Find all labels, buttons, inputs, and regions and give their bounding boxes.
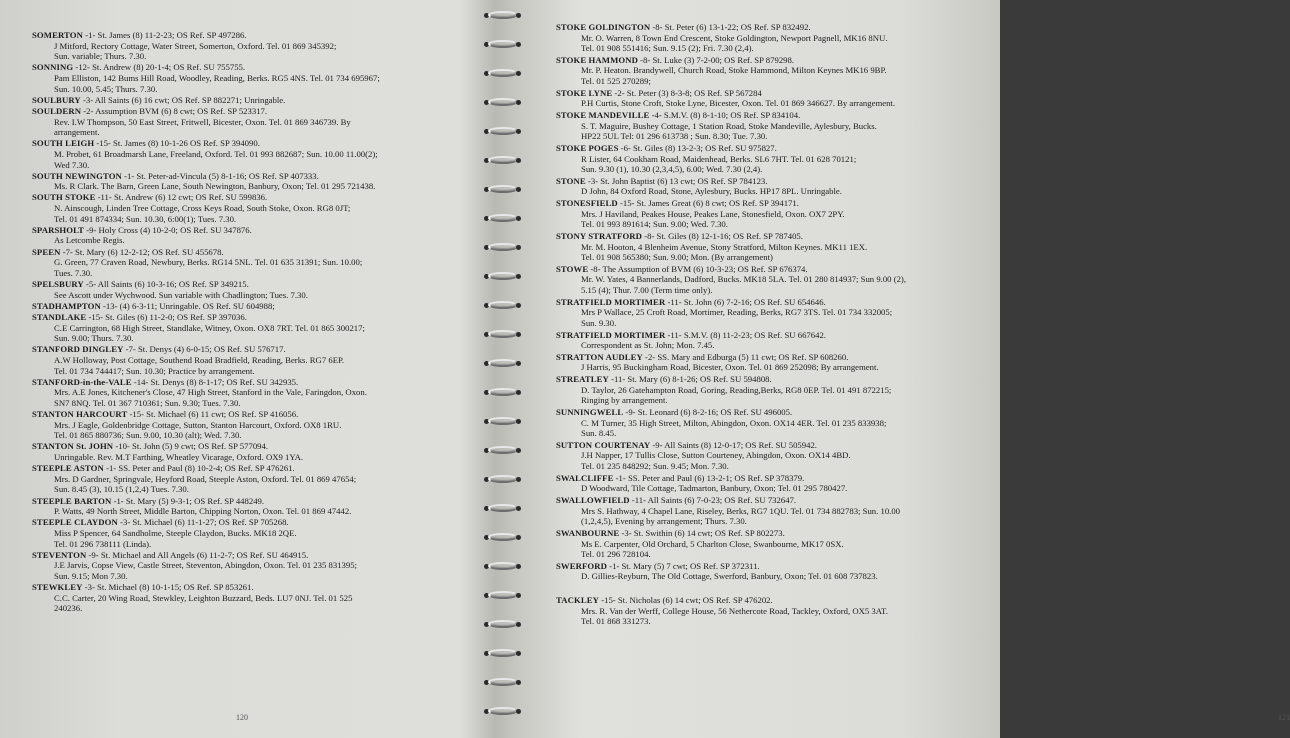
entry-heading	[556, 561, 996, 572]
entry-detail-line: Sun. variable; Thurs. 7.30.	[54, 51, 147, 62]
tower-info: -13- (4) 6-3-11; Unringable. OS Ref. SU 604988;	[103, 300, 275, 311]
entry-heading	[556, 407, 996, 418]
ring-wire	[488, 388, 518, 396]
entry-heading	[32, 138, 482, 149]
entry-detail-line: Tel. 01 525 270289;	[581, 76, 651, 87]
tower-name: SWALCLIFFE	[556, 472, 614, 483]
directory-entry	[556, 561, 996, 582]
entry-detail-line: Pam Elliston, 142 Bums Hill Road, Woodley, Reading, Berks. RG5 4NS. Tel. 01 734 695967;	[54, 72, 380, 83]
entry-detail-line: D. Taylor, 26 Gatehampton Road, Goring, Reading,Berks, RG8 0EP. Tel. 01 491 872215;	[581, 384, 892, 395]
entry-detail-line: P.H Curtis, Stone Croft, Stoke Lyne, Bicester, Oxon. Tel. 01 869 346627. By arrangement.	[581, 98, 896, 109]
ring-wire	[488, 272, 518, 280]
tower-info: -5- All Saints (6) 10-3-16; OS Ref. SP 349215.	[85, 279, 249, 289]
directory-entry	[32, 30, 482, 62]
entry-detail-line: Sun. 9.00; Thurs. 7.30.	[54, 333, 134, 344]
tower-info: -1- St. Peter-ad-Vincula (5) 8-1-16; OS Ref. SP 407333.	[124, 170, 319, 181]
entry-heading	[32, 301, 482, 312]
entry-heading	[556, 595, 996, 606]
tower-name: STOKE GOLDINGTON	[556, 22, 651, 32]
entry-detail-line: A.W Holloway, Post Cottage, Southend Road Bradfield, Reading, Berks. RG7 6EP.	[54, 354, 345, 365]
tower-info: -7- St. Mary (6) 12-2-12; OS Ref. SU 455678.	[62, 246, 224, 257]
entry-detail-line: Unringable. Rev. M.T Farthing, Wheatley Vicarage, Oxford. OX9 1YA.	[54, 452, 304, 463]
entry-heading	[32, 377, 482, 388]
tower-name: STONE	[556, 175, 586, 186]
spiral-ring	[482, 675, 522, 689]
entry-heading	[556, 110, 996, 121]
entry-detail-line: Correspondent as St. John; Mon. 7.45.	[581, 340, 715, 351]
directory-entry	[32, 550, 482, 582]
spiral-binding	[482, 0, 522, 738]
entry-detail-line: (1,2,4,5), Evening by arrangement; Thurs. 7.30.	[581, 516, 747, 527]
ring-wire	[488, 40, 518, 48]
tower-name: TACKLEY	[556, 594, 600, 605]
entry-detail-line: Tel. 01 865 880736; Sun. 9.00, 10.30 (alt); Wed. 7.30.	[54, 430, 242, 441]
ring-wire	[488, 69, 518, 77]
directory-entry	[556, 22, 996, 54]
tower-name: SOUTH LEIGH	[32, 138, 95, 149]
ring-wire	[488, 214, 518, 222]
entry-detail-line: C.C. Carter, 20 Wing Road, Stewkley, Leighton Buzzard, Beds. LU7 0NJ. Tel. 01 525	[54, 592, 353, 603]
tower-name: SPARSHOLT	[32, 224, 85, 235]
tower-name: SUTTON COURTENAY	[556, 439, 651, 450]
tower-info: -9- St. Michael and All Angels (6) 11-2-7; OS Ref. SU 464915.	[88, 549, 309, 560]
tower-info: -8- St. Luke (3) 7-2-00; OS Ref. SP 879298.	[640, 54, 795, 65]
entry-detail-line: M. Probet, 61 Broadmarsh Lane, Freeland, Oxford. Tel. 01 993 882687; Sun. 10.00 11.00(2);	[54, 148, 378, 159]
directory-entry	[32, 192, 482, 224]
entry-detail-line: Tel. 01 235 848292; Sun. 9.45; Mon. 7.30.	[581, 461, 729, 472]
entry-detail-line: Mrs. R. Van der Werff, College House, 56 Nethercote Road, Tackley, Oxford, OX5 3AT.	[581, 605, 888, 616]
entry-detail-line: C. M Turner, 35 High Street, Milton, Abingdon, Oxon. OX14 4ER. Tel. 01 235 833938;	[581, 417, 887, 428]
spiral-ring	[482, 472, 522, 486]
spiral-ring	[482, 211, 522, 225]
spiral-ring	[482, 37, 522, 51]
entry-detail-line: Sun. 9.30.	[581, 317, 617, 328]
tower-info: -11- St. Andrew (6) 12 cwt; OS Ref. SU 599836.	[97, 192, 268, 203]
entry-detail-line: 5.15 (4); Thur. 7.00 (Term time only).	[581, 285, 713, 295]
spiral-ring	[482, 153, 522, 167]
ring-wire	[488, 591, 518, 599]
page-number-right: 121	[1278, 713, 1290, 722]
entry-detail-line: SN7 8NQ. Tel. 01 367 710361; Sun. 9.30; Tues. 7.30.	[54, 397, 241, 408]
ring-wire	[488, 475, 518, 483]
entry-heading	[556, 440, 996, 451]
spiral-ring	[482, 559, 522, 573]
spiral-ring	[482, 646, 522, 660]
tower-info: -1- SS. Peter and Paul (8) 10-2-4; OS Ref. SP 476261.	[106, 463, 295, 474]
entry-detail-line: Tues. 7.30.	[54, 267, 93, 278]
entry-detail-line: Tel. 01 296 738111 (Linda).	[54, 538, 152, 549]
entry-detail-line: S. T. Maguire, Bushey Cottage, 1 Station Road, Stoke Mandeville, Aylesbury, Bucks.	[581, 120, 877, 131]
entry-heading	[32, 312, 482, 323]
entry-detail-line: 240236.	[54, 603, 83, 614]
directory-entry	[556, 528, 996, 560]
tower-info: -4- S.M.V. (8) 8-1-10; OS Ref. SP 834104.	[651, 110, 801, 121]
tower-name: SUNNINGWELL	[556, 407, 624, 417]
entry-detail-line: D Woodward, Tile Cottage, Tadmarton, Banbury, Oxon; Tel. 01 295 780427.	[581, 483, 848, 494]
left-page	[0, 0, 490, 738]
directory-entry	[32, 377, 482, 409]
entry-detail-line: Tel. 01 491 874334; Sun. 10.30, 6:00(1); Tues. 7.30.	[54, 213, 237, 224]
entry-detail-line: Sun. 8.45 (3), 10.15 (1,2,4) Tues. 7.30.	[54, 484, 189, 495]
tower-name: STRATFIELD MORTIMER	[556, 329, 666, 340]
ring-wire	[488, 707, 518, 715]
entry-detail-line: See Ascott under Wychwood. Sun variable with Chadlington; Tues. 7.30.	[54, 289, 308, 300]
entry-detail-line: Ringing by arrangement.	[581, 395, 668, 406]
entry-heading	[32, 517, 482, 528]
entry-detail-line: J.E Jarvis, Copse View, Castle Street, Steventon, Abingdon, Oxon. Tel. 01 235 831395;	[54, 560, 357, 571]
tower-name: STRATTON AUDLEY	[556, 351, 643, 362]
directory-entry	[32, 171, 482, 192]
ring-wire	[488, 243, 518, 251]
tower-info: -8- St. Peter (6) 13-1-22; OS Ref. SP 832492.	[652, 22, 811, 32]
entry-heading	[32, 171, 482, 182]
left-entry-list	[32, 30, 482, 614]
directory-entry	[32, 312, 482, 344]
tower-info: -9- All Saints (8) 12-0-17; OS Ref. SU 505942.	[652, 439, 817, 450]
spiral-ring	[482, 414, 522, 428]
directory-entry	[32, 106, 482, 138]
entry-heading	[32, 409, 482, 420]
directory-entry	[32, 225, 482, 246]
spiral-ring	[482, 327, 522, 341]
entry-heading	[556, 264, 996, 275]
entry-detail-line: Mr. M. Hooton, 4 Blenheim Avenue, Stony Stratford, Milton Keynes. MK11 1EX.	[581, 241, 868, 252]
entry-detail-line: Ms. R Clark. The Barn, Green Lane, South Newington, Banbury, Oxon; Tel. 01 295 721438.	[54, 181, 376, 192]
spiral-ring	[482, 269, 522, 283]
directory-entry	[556, 55, 996, 87]
directory-entry	[556, 88, 996, 109]
ring-wire	[488, 649, 518, 657]
tower-name: STEEPLE CLAYDON	[32, 517, 118, 528]
entry-heading	[556, 55, 996, 66]
entry-heading	[556, 528, 996, 539]
entry-detail-line: J.H Napper, 17 Tullis Close, Sutton Courteney, Abingdon, Oxon. OX14 4BD.	[581, 450, 851, 461]
ring-wire	[488, 98, 518, 106]
tower-name: SWANBOURNE	[556, 527, 620, 538]
ring-wire	[488, 533, 518, 541]
directory-entry	[32, 441, 482, 462]
tower-name: STANFORD DINGLEY	[32, 344, 124, 355]
tower-name: STOWE	[556, 263, 589, 274]
tower-info: -1- St. Mary (5) 7 cwt; OS Ref. SP 372311.	[609, 560, 760, 571]
page-number-left: 120	[236, 713, 248, 722]
ring-wire	[488, 185, 518, 193]
ring-wire	[488, 446, 518, 454]
directory-entry	[556, 407, 996, 439]
tower-info: -10- St. John (5) 9 cwt; OS Ref. SP 577094.	[115, 441, 269, 452]
tower-info: -12- St. Andrew (8) 20-1-4; OS Ref. SU 755755.	[75, 62, 246, 73]
directory-entry	[32, 409, 482, 441]
entry-heading	[556, 330, 996, 341]
entry-heading	[556, 231, 996, 242]
spiral-ring	[482, 8, 522, 22]
spiral-ring	[482, 66, 522, 80]
tower-name: SWERFORD	[556, 560, 607, 571]
tower-name: SOUTH NEWINGTON	[32, 170, 122, 181]
entry-detail-line: Sun. 9.30 (1), 10.30 (2,3,4,5), 6.00; Wed. 7.30 (2,4).	[581, 164, 763, 175]
entry-heading	[32, 225, 482, 236]
entry-detail-line: C.E Carrington, 68 High Street, Standlake, Witney, Oxon. OX8 7RT. Tel. 01 865 300217;	[54, 322, 365, 333]
tower-name: STEWKLEY	[32, 582, 83, 593]
directory-entry	[556, 352, 996, 373]
entry-detail-line: Tel. 01 296 728104.	[581, 549, 651, 560]
entry-detail-line: Mr. O. Warren, 8 Town End Crescent, Stoke Goldington, Newport Pagnell, MK16 8NU.	[581, 32, 888, 43]
entry-detail-line: Sun. 9.15; Mon 7.30.	[54, 570, 128, 581]
entry-heading	[32, 95, 482, 106]
tower-name: STOKE MANDEVILLE	[556, 110, 650, 121]
spiral-ring	[482, 240, 522, 254]
entry-heading	[556, 176, 996, 187]
entry-heading	[32, 279, 482, 290]
entry-detail-line: Tel. 01 908 551416; Sun. 9.15 (2); Fri. 7.30 (2,4).	[581, 43, 754, 54]
entry-detail-line: Tel. 01 734 744417; Sun. 10.30; Practice by arrangement.	[54, 365, 255, 376]
directory-entry	[556, 473, 996, 494]
tower-info: -11- St. Mary (6) 8-1-26; OS Ref. SU 594808.	[611, 374, 772, 385]
directory-entry	[32, 582, 482, 614]
tower-info: -1- St. James (8) 11-2-23; OS Ref. SP 497286.	[85, 30, 247, 40]
tower-name: STEEPLE ASTON	[32, 463, 104, 474]
entry-heading	[32, 441, 482, 452]
spiral-ring	[482, 704, 522, 718]
directory-entry	[556, 374, 996, 406]
directory-entry	[32, 247, 482, 279]
tower-name: STANDLAKE	[32, 311, 87, 322]
entry-detail-line: Wed 7.30.	[54, 159, 90, 170]
spiral-ring	[482, 617, 522, 631]
tower-name: SOMERTON	[32, 30, 84, 40]
entry-heading	[556, 198, 996, 209]
spiral-ring	[482, 95, 522, 109]
tower-info: -6- St. Giles (8) 13-2-3; OS Ref. SU 975827.	[620, 142, 777, 153]
tower-info: -15- St. Giles (6) 11-2-0; OS Ref. SP 397036.	[88, 311, 247, 322]
directory-entry	[556, 297, 996, 329]
entry-heading	[32, 192, 482, 203]
tower-info: -2- SS. Mary and Edburga (5) 11 cwt; OS Ref. SP 608260.	[645, 351, 849, 362]
tower-info: -7- St. Denys (4) 6-0-15; OS Ref. SU 576717.	[125, 344, 286, 355]
entry-detail-line: Mrs P Wallace, 25 Croft Road, Mortimer, Reading, Berks, RG7 3TS. Tel. 01 734 332005;	[581, 307, 893, 318]
directory-entry	[32, 301, 482, 312]
directory-entry	[32, 279, 482, 300]
tower-info: -3- St. Swithin (6) 14 cwt; OS Ref. SP 802273.	[621, 527, 785, 538]
entry-detail-line: Mrs S. Hathway, 4 Chapel Lane, Riseley, Berks, RG7 1QU. Tel. 01 734 882783; Sun. 10.00	[581, 505, 901, 516]
entry-heading	[32, 62, 482, 73]
entry-heading	[32, 344, 482, 355]
ring-wire	[488, 417, 518, 425]
entry-heading	[32, 106, 482, 117]
ring-wire	[488, 127, 518, 135]
ring-wire	[488, 678, 518, 686]
tower-info: -11- St. John (6) 7-2-16; OS Ref. SU 654646.	[667, 296, 826, 307]
entry-detail-line: Mrs. J Haviland, Peakes House, Peakes Lane, Stonesfield, Oxon. OX7 2PY.	[581, 208, 845, 219]
tower-info: -1- St. Mary (5) 9-3-1; OS Ref. SP 448249.	[113, 495, 265, 506]
tower-name: SWALLOWFIELD	[556, 495, 630, 506]
entry-heading	[32, 247, 482, 258]
directory-entry	[556, 198, 996, 230]
tower-name: STREATLEY	[556, 374, 609, 385]
entry-heading	[556, 352, 996, 363]
spiral-ring	[482, 501, 522, 515]
ring-wire	[488, 359, 518, 367]
entry-detail-line: Tel. 01 993 891614; Sun. 9.00; Wed. 7.30.	[581, 219, 728, 230]
directory-entry	[556, 231, 996, 263]
entry-heading	[32, 582, 482, 593]
entry-detail-line: J Harris, 95 Buckingham Road, Bicester, Oxon. Tel. 01 869 252098; By arrangement.	[581, 362, 879, 373]
spiral-ring	[482, 356, 522, 370]
tower-name: STANTON HARCOURT	[32, 409, 128, 420]
tower-name: STONY STRATFORD	[556, 230, 643, 241]
tower-info: -3- St. John Baptist (6) 13 cwt; OS Ref. SP 784123.	[587, 175, 768, 186]
ring-wire	[488, 11, 518, 19]
directory-entry	[32, 496, 482, 517]
entry-heading	[32, 496, 482, 507]
spiral-ring	[482, 182, 522, 196]
ring-wire	[488, 504, 518, 512]
tower-name: SPELSBURY	[32, 279, 84, 289]
entry-detail-line: G. Green, 77 Craven Road, Newbury, Berks. RG14 5NL. Tel. 01 635 31391; Sun. 10.00;	[54, 257, 363, 268]
entry-heading	[556, 22, 996, 33]
directory-entry	[556, 495, 996, 527]
tower-info: -3- St. Michael (8) 10-1-15; OS Ref. SP 853261.	[84, 582, 254, 593]
tower-info: -15- St. Nicholas (6) 14 cwt; OS Ref. SP 476202.	[601, 594, 773, 605]
tower-name: SOULDERN	[32, 105, 82, 116]
entry-detail-line: Mrs. A.E Jones, Kitchener's Close, 47 High Street, Stanford in the Vale, Faringdon, Oxon.	[54, 387, 367, 398]
tower-name: STEEPLE BARTON	[32, 495, 112, 506]
tower-info: -15- St. James (8) 10-1-26 OS Ref. SP 394090.	[96, 138, 260, 149]
entry-detail-line: Sun. 8.45.	[581, 428, 617, 439]
entry-detail-line: Tel. 01 868 331273.	[581, 616, 651, 627]
entry-detail-line: Mrs. D Gardner, Springvale, Heyford Road, Steeple Aston, Oxford. Tel. 01 869 47654;	[54, 473, 357, 484]
directory-entry	[32, 517, 482, 549]
spiral-ring	[482, 530, 522, 544]
entry-heading	[556, 143, 996, 154]
tower-info: -9- St. Leonard (6) 8-2-16; OS Ref. SU 496005.	[625, 407, 793, 417]
tower-name: STONESFIELD	[556, 198, 618, 209]
directory-entry	[32, 95, 482, 106]
directory-entry	[556, 110, 996, 142]
entry-detail-line: P. Watts, 49 North Street, Middle Barton, Chipping Norton, Oxon. Tel. 01 869 47442.	[54, 506, 352, 517]
right-page	[520, 0, 1290, 738]
spiral-ring	[482, 124, 522, 138]
directory-entry	[556, 440, 996, 472]
tower-name: STANFORD-in-the-VALE	[32, 376, 132, 387]
directory-entry	[32, 463, 482, 495]
ring-wire	[488, 156, 518, 164]
directory-entry	[556, 595, 996, 627]
entry-detail-line: Mrs. J Eagle, Goldenbridge Cottage, Sutton, Stanton Harcourt, Oxford. OX8 1RU.	[54, 419, 342, 430]
entry-detail-line: Mr. P. Heaton. Brandywell, Church Road, Stoke Hammond, Milton Keynes MK16 9BP.	[581, 65, 887, 76]
tower-name: STOKE HAMMOND	[556, 54, 638, 65]
tower-name: STEVENTON	[32, 549, 87, 560]
ring-wire	[488, 330, 518, 338]
entry-heading	[556, 374, 996, 385]
spiral-ring	[482, 588, 522, 602]
entry-detail-line: Ms E. Carpenter, Old Orchard, 5 Charlton Close, Swanbourne, MK17 0SX.	[581, 538, 844, 549]
entry-detail-line: J Mitford, Rectory Cottage, Water Street, Somerton, Oxford. Tel. 01 869 345392;	[54, 40, 337, 51]
entry-detail-line: Sun. 10.00, 5.45; Thurs. 7.30.	[54, 83, 158, 94]
ring-wire	[488, 301, 518, 309]
tower-name: SPEEN	[32, 246, 61, 257]
ring-wire	[488, 562, 518, 570]
entry-detail-line: R Lister, 64 Cookham Road, Maidenhead, Berks. SL6 7HT. Tel. 01 628 70121;	[581, 153, 857, 164]
entry-detail-line: As Letcombe Regis.	[54, 235, 125, 246]
tower-name: STANTON St. JOHN	[32, 441, 114, 452]
tower-info: -2- Assumption BVM (6) 8 cwt; OS Ref. SP 523317.	[83, 105, 268, 116]
tower-name: SOUTH STOKE	[32, 192, 96, 203]
spiral-ring	[482, 443, 522, 457]
tower-info: -3- All Saints (6) 16 cwt; OS Ref. SP 882271; Unringable.	[82, 94, 286, 105]
entry-detail-line: HP22 5UL Tel: 01 296 613738 ; Sun. 8.30; Tue. 7.30.	[581, 131, 768, 142]
entry-detail-line: Miss P Spencer, 64 Sandholme, Steeple Claydon, Bucks. MK18 2QE.	[54, 528, 297, 538]
entry-detail-line: arrangement.	[54, 127, 100, 138]
directory-entry	[556, 143, 996, 175]
directory-entry	[556, 264, 996, 296]
right-entry-list	[556, 22, 996, 627]
tower-info: -11- S.M.V. (8) 11-2-23; OS Ref. SU 667642.	[667, 329, 826, 340]
entry-detail-line: Mr. W. Yates, 4 Bannerlands, Dadford, Bucks. MK18 5LA. Tel. 01 280 814937; Sun 9.00 (2),	[581, 274, 906, 285]
tower-name: SOULBURY	[32, 94, 81, 105]
entry-detail-line: N. Ainscough, Linden Tree Cottage, Cross Keys Road, South Stoke, Oxon. RG8 0JT;	[54, 203, 351, 214]
directory-entry	[556, 330, 996, 351]
entry-detail-line: D. Gillies-Reyburn, The Old Cottage, Swerford, Banbury, Oxon; Tel. 01 608 737823.	[581, 571, 878, 582]
ring-wire	[488, 620, 518, 628]
tower-info: -8- The Assumption of BVM (6) 10-3-23; OS Ref. SP 676374.	[590, 263, 808, 274]
tower-name: STADHAMPTON	[32, 300, 101, 311]
tower-info: -15- St. Michael (6) 11 cwt; OS Ref. SP 416056.	[129, 409, 299, 420]
directory-entry	[556, 176, 996, 197]
entry-heading	[32, 550, 482, 561]
entry-heading	[32, 463, 482, 474]
tower-info: -15- St. James Great (6) 8 cwt; OS Ref. SP 394171.	[619, 198, 799, 209]
entry-detail-line: D John, 84 Oxford Road, Stone, Aylesbury, Bucks. HP17 8PL. Unringable.	[581, 186, 842, 197]
tower-name: STOKE POGES	[556, 142, 619, 153]
directory-entry	[32, 62, 482, 94]
tower-info: -14- St. Denys (8) 8-1-17; OS Ref. SU 342935.	[133, 376, 299, 387]
entry-detail-line: Rev. I.W Thompson, 50 East Street, Fritwell, Bicester, Oxon. Tel. 01 869 346739. By	[54, 116, 351, 127]
entry-heading	[556, 297, 996, 308]
tower-info: -3- St. Michael (6) 11-1-27; OS Ref. SP 705268.	[120, 517, 289, 528]
tower-name: STOKE LYNE	[556, 87, 613, 98]
directory-entry	[32, 138, 482, 170]
spiral-ring	[482, 298, 522, 312]
entry-heading	[556, 473, 996, 484]
directory-entry	[32, 344, 482, 376]
spiral-ring	[482, 385, 522, 399]
tower-info: -8- St. Giles (8) 12-1-16; OS Ref. SP 787405.	[644, 230, 803, 241]
entry-detail-line: Tel. 01 908 565380; Sun. 9.00; Mon. (By arrangement)	[581, 252, 773, 263]
tower-info: -9- Holy Cross (4) 10-2-0; OS Ref. SU 347876.	[86, 224, 252, 235]
entry-heading	[32, 30, 482, 41]
entry-heading	[556, 88, 996, 99]
tower-name: SONNING	[32, 62, 74, 73]
tower-info: -11- All Saints (6) 7-0-23; OS Ref. SU 732647.	[631, 495, 797, 506]
tower-info: -2- St. Peter (3) 8-3-8; OS Ref. SP 567284	[614, 87, 762, 98]
entry-heading	[556, 495, 996, 506]
tower-info: -1- SS. Peter and Paul (6) 13-2-1; OS Ref. SP 378379.	[615, 472, 805, 483]
tower-name: STRATFIELD MORTIMER	[556, 296, 666, 307]
